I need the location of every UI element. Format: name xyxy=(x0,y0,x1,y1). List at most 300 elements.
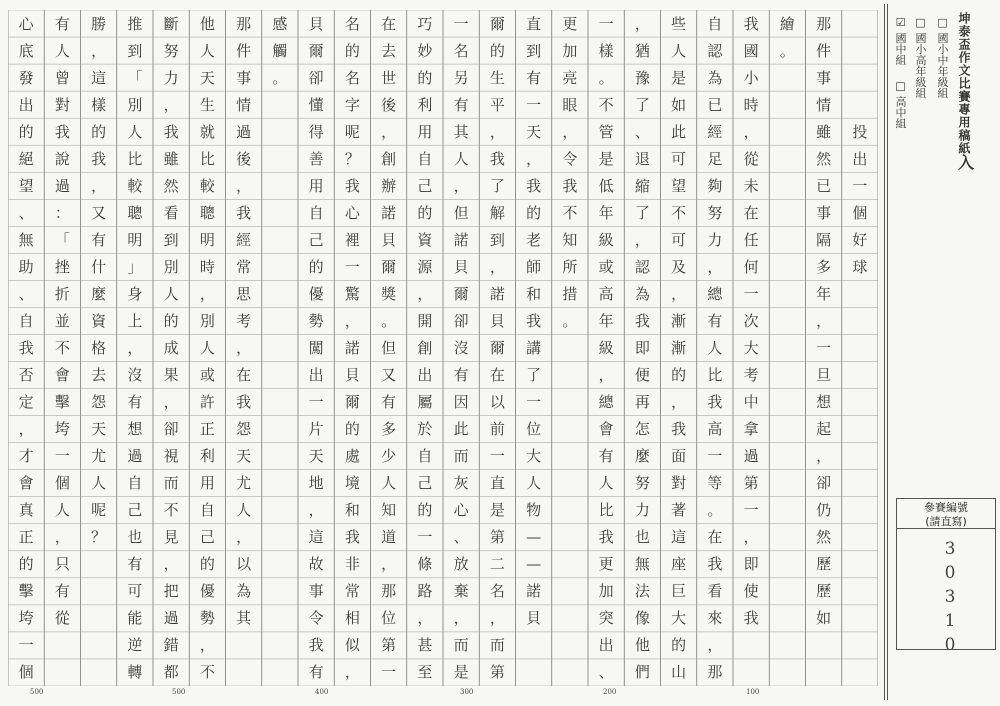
essay-character: 棄 xyxy=(453,582,469,601)
essay-character: 到 xyxy=(163,230,179,249)
essay-character: 級 xyxy=(598,339,614,357)
essay-character: — xyxy=(526,528,542,547)
essay-character: 我 xyxy=(308,636,324,655)
essay-character: 以 xyxy=(489,393,505,412)
essay-character: 麼 xyxy=(634,447,650,466)
essay-character: 事 xyxy=(816,68,832,87)
essay-character: 。 xyxy=(381,311,397,330)
essay-character: 然 xyxy=(163,176,179,195)
essay-character: 即 xyxy=(743,555,759,574)
essay-character: 年 xyxy=(816,284,832,303)
essay-character: 。 xyxy=(598,68,614,87)
essay-character: 他 xyxy=(199,14,215,33)
essay-character: 已 xyxy=(707,95,723,114)
essay-character: 才 xyxy=(18,447,34,466)
essay-character: 隔 xyxy=(816,230,832,249)
essay-character: 境 xyxy=(344,474,360,493)
essay-character: 是 xyxy=(598,149,614,168)
essay-character: 擊 xyxy=(54,393,70,412)
essay-character: 從 xyxy=(54,609,70,628)
essay-character: 物 xyxy=(526,501,542,520)
essay-character: 去 xyxy=(91,366,107,385)
option-primary-middle xyxy=(934,16,950,99)
essay-character: 事 xyxy=(308,582,324,601)
essay-character: 自 xyxy=(199,501,215,520)
essay-character: 的 xyxy=(671,636,687,655)
essay-character: 為 xyxy=(236,582,252,601)
essay-character: 能 xyxy=(127,609,143,628)
essay-character: 了 xyxy=(634,203,650,222)
essay-character: 有 xyxy=(598,447,614,466)
essay-character: 人 xyxy=(199,339,215,357)
essay-character: 我 xyxy=(707,393,723,412)
essay-character: 尤 xyxy=(236,474,252,493)
essay-character: 個 xyxy=(54,474,70,493)
essay-character: 闖 xyxy=(308,339,324,357)
essay-character: 我 xyxy=(163,122,179,141)
essay-character: 在 xyxy=(743,203,759,222)
essay-character: 而 xyxy=(453,447,469,466)
essay-character: 轉 xyxy=(127,663,143,682)
essay-character: 錯 xyxy=(163,636,179,655)
essay-character: 妙 xyxy=(417,41,433,60)
essay-character: 爾 xyxy=(489,339,505,357)
essay-character: 我 xyxy=(526,311,542,330)
essay-character: 己 xyxy=(417,474,433,493)
essay-character: 貝 xyxy=(489,311,505,330)
essay-character: 老 xyxy=(526,230,542,249)
essay-character: 逆 xyxy=(127,636,143,655)
essay-character: 別 xyxy=(163,257,179,276)
essay-character: 有 xyxy=(54,582,70,601)
essay-character: 二 xyxy=(489,555,505,574)
essay-character: 的 xyxy=(526,203,542,222)
essay-character: ， xyxy=(91,41,107,60)
essay-character: 果 xyxy=(163,366,179,385)
essay-character: 好 xyxy=(852,230,868,249)
essay-character: 一 xyxy=(417,528,433,547)
essay-character: 人 xyxy=(91,474,107,493)
essay-character: 多 xyxy=(816,257,832,276)
essay-character: 貝 xyxy=(453,257,469,276)
essay-character: 。 xyxy=(562,311,578,330)
essay-character: 座 xyxy=(671,555,687,574)
essay-character: 的 xyxy=(417,68,433,87)
essay-character: 努 xyxy=(163,41,179,60)
essay-character: 對 xyxy=(671,474,687,493)
essay-character: 力 xyxy=(707,230,723,249)
checkbox-icon[interactable]: □ xyxy=(936,16,949,29)
essay-character: 發 xyxy=(18,68,34,87)
essay-character: 加 xyxy=(598,582,614,601)
essay-character: 不 xyxy=(199,663,215,682)
essay-character: 一 xyxy=(526,95,542,114)
essay-character: 直 xyxy=(489,474,505,493)
essay-character: — xyxy=(526,555,542,574)
essay-character: 己 xyxy=(199,528,215,547)
essay-character: 有 xyxy=(453,366,469,385)
essay-character: 位 xyxy=(381,609,397,628)
essay-character: 諾 xyxy=(526,582,542,601)
essay-character: 創 xyxy=(381,149,397,168)
essay-character: 努 xyxy=(634,474,650,493)
essay-character: 認 xyxy=(634,257,650,276)
essay-character: 措 xyxy=(562,284,578,303)
essay-character: 條 xyxy=(417,555,433,574)
essay-character: ， xyxy=(816,311,832,330)
essay-character: 真 xyxy=(18,501,34,520)
essay-character: 有 xyxy=(127,393,143,412)
essay-character: 和 xyxy=(526,284,542,303)
essay-character: 事 xyxy=(816,203,832,222)
essay-character: 人 xyxy=(381,474,397,493)
essay-character: 我 xyxy=(743,14,759,33)
essay-character: 自 xyxy=(127,474,143,493)
essay-character: 第 xyxy=(381,636,397,655)
essay-character: 資 xyxy=(91,311,107,330)
essay-character: 會 xyxy=(18,474,34,493)
line-number: 500 xyxy=(172,688,186,696)
essay-character: 我 xyxy=(54,122,70,141)
essay-character: 名 xyxy=(344,68,360,87)
option-label: 國小高年級組 xyxy=(914,32,927,99)
essay-character: 我 xyxy=(671,420,687,439)
essay-character: 我 xyxy=(526,176,542,195)
essay-character: 明 xyxy=(127,230,143,249)
essay-character: ？ xyxy=(344,149,360,168)
essay-character: 比 xyxy=(707,366,723,385)
essay-character: 為 xyxy=(634,284,650,303)
essay-character: 巧 xyxy=(417,14,433,33)
essay-character: 有 xyxy=(127,555,143,574)
essay-character: 屬 xyxy=(417,393,433,412)
essay-character: 正 xyxy=(199,420,215,439)
essay-character: 懂 xyxy=(308,95,324,114)
essay-character: 更 xyxy=(562,14,578,33)
essay-character: 都 xyxy=(163,663,179,682)
essay-character: 是 xyxy=(671,68,687,87)
essay-character: 底 xyxy=(18,41,34,60)
essay-character: 得 xyxy=(308,122,324,141)
essay-character: 更 xyxy=(598,555,614,574)
essay-character: 過 xyxy=(743,447,759,466)
essay-character: 麼 xyxy=(91,284,107,303)
essay-character: 獎 xyxy=(381,284,397,303)
essay-character: 也 xyxy=(127,528,143,547)
essay-character: 我 xyxy=(489,149,505,168)
essay-character: 怨 xyxy=(236,420,252,439)
essay-character: 雖 xyxy=(163,149,179,168)
essay-character: 是 xyxy=(489,501,505,520)
essay-character: 垮 xyxy=(18,609,34,628)
essay-character: 出 xyxy=(417,366,433,385)
essay-character: 那 xyxy=(816,14,832,33)
essay-character: 我 xyxy=(344,528,360,547)
essay-character: 平 xyxy=(489,95,505,114)
essay-character: 爾 xyxy=(381,257,397,276)
essay-character: 投 xyxy=(852,122,868,141)
essay-character: 名 xyxy=(489,582,505,601)
essay-character: 第 xyxy=(743,474,759,493)
essay-character: 時 xyxy=(743,95,759,114)
essay-character: 別 xyxy=(127,95,143,114)
essay-character: 一 xyxy=(18,636,34,655)
essay-character: 明 xyxy=(199,230,215,249)
essay-character: 非 xyxy=(344,555,360,574)
essay-character: ， xyxy=(489,257,505,276)
essay-character: 爾 xyxy=(344,393,360,412)
essay-character: 我 xyxy=(18,339,34,357)
essay-character: ， xyxy=(671,393,687,412)
essay-character: 沒 xyxy=(127,366,143,385)
essay-character: 也 xyxy=(634,528,650,547)
essay-character: 其 xyxy=(236,609,252,628)
essay-character: 認 xyxy=(707,41,723,60)
essay-character: ， xyxy=(417,284,433,303)
essay-character: 的 xyxy=(163,311,179,330)
essay-character: 用 xyxy=(308,176,324,195)
essay-character: 道 xyxy=(381,528,397,547)
essay-character: 樣 xyxy=(598,41,614,60)
essay-character: 資 xyxy=(417,230,433,249)
pen-mark: 入 xyxy=(958,153,975,172)
essay-character: ， xyxy=(526,149,542,168)
essay-character: 再 xyxy=(634,393,650,412)
essay-character: 推 xyxy=(127,14,143,33)
manuscript-grid xyxy=(8,10,878,686)
option-label: 國中組 xyxy=(894,32,907,66)
essay-character: 們 xyxy=(634,663,650,682)
essay-character: 了 xyxy=(526,366,542,385)
essay-character: 次 xyxy=(743,311,759,330)
essay-character: 會 xyxy=(54,366,70,385)
entry-label-line: (請直寫) xyxy=(925,515,967,528)
essay-character: 縮 xyxy=(634,176,650,195)
essay-character: 出 xyxy=(852,149,868,168)
essay-character: 許 xyxy=(199,393,215,412)
essay-character: 天 xyxy=(308,447,324,466)
essay-character: 即 xyxy=(634,339,650,357)
essay-character: 望 xyxy=(18,176,34,195)
essay-character: 有 xyxy=(707,311,723,330)
essay-character: 辦 xyxy=(381,176,397,195)
essay-character: 年 xyxy=(598,203,614,222)
essay-character: 自 xyxy=(308,203,324,222)
essay-character: 擊 xyxy=(18,582,34,601)
essay-character: ， xyxy=(127,339,143,357)
essay-character: 世 xyxy=(381,68,397,87)
essay-character: 一 xyxy=(381,663,397,682)
essay-character: ， xyxy=(163,393,179,412)
essay-character: 和 xyxy=(344,501,360,520)
essay-character: 天 xyxy=(199,68,215,87)
essay-character: 天 xyxy=(236,447,252,466)
essay-character: 看 xyxy=(163,203,179,222)
essay-character: ， xyxy=(816,447,832,466)
essay-character: 他 xyxy=(634,636,650,655)
essay-character: ， xyxy=(707,636,723,655)
essay-character: 大 xyxy=(671,609,687,628)
essay-character: 挫 xyxy=(54,257,70,276)
essay-character: 管 xyxy=(598,122,614,141)
essay-character: 見 xyxy=(163,528,179,547)
essay-character: 那 xyxy=(381,582,397,601)
essay-character: ， xyxy=(344,663,360,682)
essay-character: 一 xyxy=(453,14,469,33)
essay-character: 的 xyxy=(344,420,360,439)
essay-character: ， xyxy=(743,528,759,547)
essay-character: 歷 xyxy=(816,582,832,601)
essay-character: 情 xyxy=(236,95,252,114)
essay-character: 勝 xyxy=(91,14,107,33)
essay-character: ， xyxy=(489,122,505,141)
essay-character: 漸 xyxy=(671,311,687,330)
essay-character: ， xyxy=(453,609,469,628)
essay-character: 其 xyxy=(453,122,469,141)
checkbox-icon[interactable]: □ xyxy=(914,16,927,29)
essay-character: 創 xyxy=(417,339,433,357)
essay-character: 「 xyxy=(54,230,70,249)
essay-character: 面 xyxy=(671,447,687,466)
essay-character: 有 xyxy=(91,230,107,249)
essay-character: 過 xyxy=(236,122,252,141)
essay-character: 山 xyxy=(671,663,687,682)
essay-character: 望 xyxy=(671,176,687,195)
essay-character: 處 xyxy=(344,447,360,466)
essay-character: 人 xyxy=(127,122,143,141)
essay-character: 的 xyxy=(308,257,324,276)
essay-character: 爾 xyxy=(489,14,505,33)
line-number: 500 xyxy=(30,688,44,696)
essay-character: 怎 xyxy=(634,420,650,439)
essay-character: 那 xyxy=(707,663,723,682)
essay-character: 件 xyxy=(236,41,252,60)
essay-character: 人 xyxy=(526,474,542,493)
essay-character: 把 xyxy=(163,582,179,601)
essay-character: 利 xyxy=(199,447,215,466)
essay-character: 又 xyxy=(381,366,397,385)
essay-character: 然 xyxy=(816,528,832,547)
essay-character: 不 xyxy=(562,203,578,222)
option-label: 高中組 xyxy=(894,96,907,129)
essay-character: 卻 xyxy=(816,474,832,493)
essay-character: ， xyxy=(417,609,433,628)
essay-character: 無 xyxy=(18,230,34,249)
essay-character: 一 xyxy=(598,14,614,33)
essay-character: 級 xyxy=(598,230,614,249)
essay-character: 比 xyxy=(127,149,143,168)
essay-character: 過 xyxy=(127,447,143,466)
essay-character: 力 xyxy=(634,501,650,520)
essay-character: 出 xyxy=(18,95,34,114)
essay-character: 令 xyxy=(562,149,578,168)
essay-character: 國 xyxy=(743,41,759,60)
essay-character: 的 xyxy=(489,41,505,60)
essay-character: 成 xyxy=(163,339,179,357)
essay-character: 人 xyxy=(236,501,252,520)
essay-character: 及 xyxy=(671,257,687,276)
essay-character: 來 xyxy=(707,609,723,628)
essay-character: 這 xyxy=(671,528,687,547)
essay-character: 己 xyxy=(308,230,324,249)
essay-character: 到 xyxy=(489,230,505,249)
essay-character: 這 xyxy=(308,528,324,547)
essay-character: 因 xyxy=(453,393,469,412)
essay-character: 源 xyxy=(417,257,433,276)
essay-character: 過 xyxy=(163,609,179,628)
essay-character: 個 xyxy=(852,203,868,222)
essay-character: 貝 xyxy=(526,609,542,628)
essay-character: 貝 xyxy=(381,230,397,249)
essay-character: 我 xyxy=(344,176,360,195)
essay-character: 心 xyxy=(453,501,469,520)
essay-character: 使 xyxy=(743,582,759,601)
entry-number-box xyxy=(896,498,996,659)
essay-character: 心 xyxy=(18,14,34,33)
essay-character: 卻 xyxy=(308,68,324,87)
essay-character: 是 xyxy=(453,663,469,682)
checked-checkbox-icon[interactable]: ☑ xyxy=(894,16,907,29)
essay-character: 有 xyxy=(453,95,469,114)
essay-character: 路 xyxy=(417,582,433,601)
essay-character: 的 xyxy=(199,555,215,574)
essay-character: 折 xyxy=(54,284,70,303)
essay-character: 總 xyxy=(707,284,723,303)
essay-character: 了 xyxy=(489,176,505,195)
essay-character: 但 xyxy=(381,339,397,357)
essay-character: 低 xyxy=(598,176,614,195)
essay-character: 我 xyxy=(236,393,252,412)
essay-character: 一 xyxy=(489,447,505,466)
essay-character: 拿 xyxy=(743,420,759,439)
essay-character: 有 xyxy=(54,14,70,33)
checkbox-icon[interactable]: □ xyxy=(894,79,907,93)
essay-character: ， xyxy=(562,122,578,141)
essay-character: 前 xyxy=(489,420,505,439)
essay-character: 巨 xyxy=(671,582,687,601)
essay-character: 可 xyxy=(127,582,143,601)
essay-character: 樣 xyxy=(91,95,107,114)
essay-character: 。 xyxy=(779,41,795,60)
essay-character: 優 xyxy=(199,582,215,601)
essay-character: 無 xyxy=(634,555,650,574)
essay-character: 過 xyxy=(54,176,70,195)
essay-character: 令 xyxy=(308,609,324,628)
essay-character: 總 xyxy=(598,393,614,412)
essay-character: 想 xyxy=(816,393,832,412)
essay-character: ， xyxy=(236,339,252,357)
essay-character: 較 xyxy=(127,176,143,195)
essay-character: 心 xyxy=(344,203,360,222)
essay-character: 的 xyxy=(417,203,433,222)
essay-character: 知 xyxy=(381,501,397,520)
entry-number: 30310 xyxy=(940,539,960,659)
essay-character: 雖 xyxy=(816,122,832,141)
essay-character: 此 xyxy=(671,122,687,141)
essay-character: 未 xyxy=(743,176,759,195)
essay-character: ， xyxy=(236,528,252,547)
essay-character: 解 xyxy=(489,203,505,222)
essay-character: 位 xyxy=(526,420,542,439)
essay-character: ， xyxy=(236,176,252,195)
essay-character: 名 xyxy=(453,41,469,60)
essay-character: 我 xyxy=(634,311,650,330)
essay-character: 夠 xyxy=(707,176,723,195)
essay-character: 己 xyxy=(417,176,433,195)
essay-character: 」 xyxy=(127,257,143,276)
essay-character: 放 xyxy=(453,555,469,574)
essay-character: 的 xyxy=(417,501,433,520)
